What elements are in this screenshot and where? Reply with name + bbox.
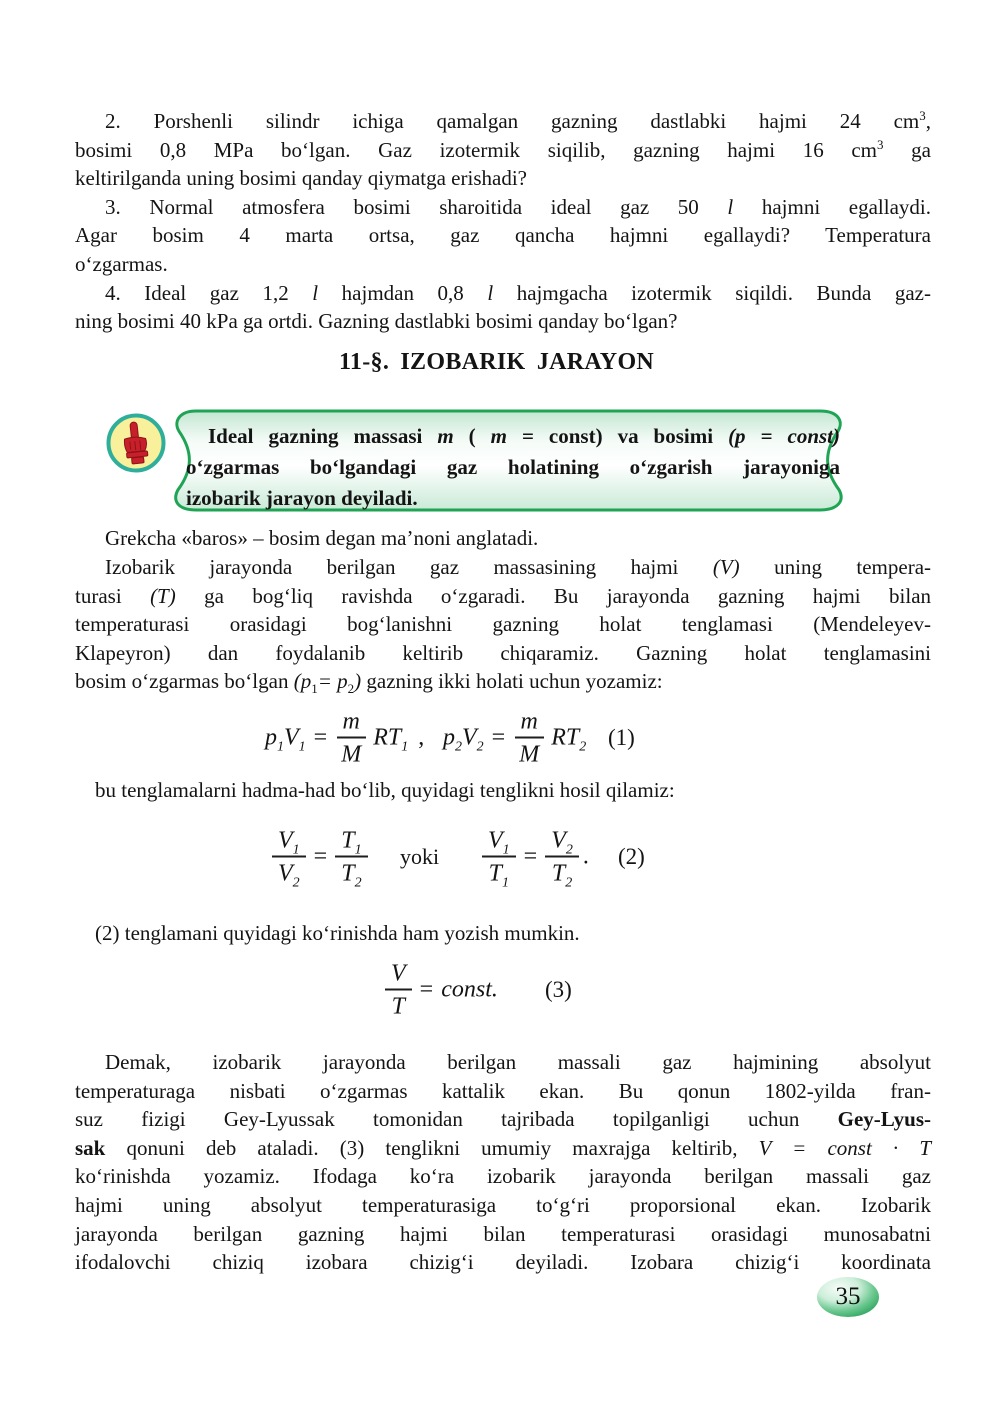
math-var: V xyxy=(551,827,566,854)
text-segment: bosimi 0,8 MPa bo‘lgan. Gaz izotermik siqilib, gazning hajmi 16 cm xyxy=(75,137,878,162)
equals-sign: = xyxy=(313,724,328,751)
fraction xyxy=(482,827,516,891)
text-segment: 4. Ideal gaz 1,2 xyxy=(105,280,313,305)
math-var: m xyxy=(515,710,544,739)
math-var: m xyxy=(337,710,366,739)
math-var: T xyxy=(391,993,406,1020)
text-line: bu tenglamalarni hadma-had bo‘lib, quyidagi tenglikni hosil qilamiz: xyxy=(95,778,675,802)
math-var: p xyxy=(443,724,455,751)
text-segment: ( xyxy=(453,424,491,448)
subscript: 2 xyxy=(565,875,573,891)
math-var: V xyxy=(462,724,477,751)
equation-2 xyxy=(75,814,931,900)
math-var: T xyxy=(341,860,355,887)
italic-T-symbol: (T) xyxy=(150,583,176,608)
text-segment: ga bog‘liq ravishda o‘zgaradi. Bu jarayonda gazning hajmi bilan xyxy=(175,583,932,608)
italic-paren: ) xyxy=(354,669,362,694)
text-segment: uning tempera- xyxy=(739,555,932,579)
subscript: 1 xyxy=(311,681,318,697)
problems-list xyxy=(75,107,931,336)
page-number-badge xyxy=(816,1276,880,1318)
italic-m-symbol: m xyxy=(490,424,507,448)
subscript: 2 xyxy=(347,681,355,697)
equation-number: (1) xyxy=(608,725,635,750)
text-line: Demak, izobarik jarayonda berilgan massali gaz hajmining absolyut xyxy=(105,1050,931,1074)
paragraph-gey-lyussak xyxy=(75,1048,931,1277)
math-var: T xyxy=(488,860,503,887)
italic-formula: V = const · T xyxy=(758,1135,931,1160)
text-line: ko‘rinishda yozamiz. Ifodaga ko‘ra izobarik jarayonda berilgan massali gaz xyxy=(75,1164,931,1189)
equation-1-term-2 xyxy=(443,710,586,767)
equation-2-form-1 xyxy=(272,827,368,891)
problem-4-line-1 xyxy=(75,279,931,308)
equation-2-form-2 xyxy=(482,827,589,891)
text-segment: hajmgacha izotermik siqildi. Bunda gaz- xyxy=(493,280,931,305)
italic-p-symbol: (p xyxy=(293,669,312,694)
math-var: RT xyxy=(551,724,580,751)
math-var: V xyxy=(284,724,299,751)
subscript: 1 xyxy=(401,739,409,755)
equals-sign: = xyxy=(419,976,434,1003)
italic-liter-symbol: l xyxy=(727,194,734,219)
hadma-note xyxy=(75,776,931,805)
problem-2-line-3: keltirilganda uning bosimi qanday qiymatga erishadi? xyxy=(75,166,527,191)
problem-4-line-2: ning bosimi 40 kPa ga ortdi. Gazning dastlabki bosimi qanday bo‘lgan? xyxy=(75,309,678,334)
definition-box xyxy=(168,409,862,512)
text-segment: = const) va bosimi xyxy=(506,424,729,448)
problem-2-line-1 xyxy=(75,107,931,136)
superscript: 3 xyxy=(877,136,884,152)
text-segment: ga xyxy=(883,137,931,162)
fraction xyxy=(385,962,412,1019)
section-heading: 11-§. IZOBARIK JARAYON xyxy=(338,349,655,375)
text-line xyxy=(75,1105,931,1134)
comma: , xyxy=(418,724,425,751)
text-segment: Ideal gazning massasi xyxy=(208,424,438,448)
equation-number: (3) xyxy=(545,977,572,1002)
equals-sign: = xyxy=(313,843,328,870)
equals-sign: = xyxy=(491,724,506,751)
subscript: 2 xyxy=(354,875,362,891)
math-var: M xyxy=(341,741,362,768)
text-segment: qonuni deb ataladi. (3) tenglikni umumiy maxrajga keltirib, xyxy=(105,1135,759,1160)
text-segment: 2. Porshenli silindr ichiga qamalgan gazning dastlabki hajmi 24 cm xyxy=(105,109,920,133)
text-line: Grekcha «baros» – bosim degan ma’noni anglatadi. xyxy=(105,526,539,550)
math-var: V xyxy=(278,827,293,854)
text-line: ifodalovchi chiziq izobara chizig‘i deyiladi. Izobara chizig‘i koordinata xyxy=(75,1250,931,1275)
italic-liter-symbol: l xyxy=(312,280,319,305)
subscript: 2 xyxy=(455,739,462,755)
fraction xyxy=(545,827,579,891)
equation-number: (2) xyxy=(618,844,645,869)
text-line: hajmi uning absolyut temperaturasiga to‘g‘ri proporsional ekan. Izobarik xyxy=(75,1192,931,1217)
fraction xyxy=(272,827,306,891)
italic-p-const: (p = const) xyxy=(728,424,840,448)
equation-1-term-1 xyxy=(265,710,424,767)
fraction xyxy=(335,827,367,891)
math-var: V xyxy=(385,962,412,991)
period: . xyxy=(582,843,589,870)
bold-term: Gey-Lyus- xyxy=(837,1107,931,1132)
definition-text xyxy=(168,409,862,514)
const-word: const. xyxy=(441,976,498,1003)
math-var: p xyxy=(265,724,277,751)
text-segment: bosim o‘zgarmas bo‘lgan xyxy=(75,669,294,694)
text-segment: hajmni egallaydi. xyxy=(733,194,931,219)
subscript: 2 xyxy=(292,875,300,891)
bold-term: sak xyxy=(75,1135,106,1160)
text-segment: , xyxy=(925,109,931,133)
yoki-word: yoki xyxy=(400,844,440,869)
page-number: 35 xyxy=(835,1283,861,1310)
pointing-hand-icon xyxy=(106,413,166,473)
math-var: M xyxy=(519,741,540,768)
superscript: 3 xyxy=(919,108,926,123)
text-segment: turasi xyxy=(75,583,151,608)
text-line: Klapeyron) dan foydalanib keltirib chiqaramiz. Gazning holat tenglamasini xyxy=(75,640,931,665)
math-var: V xyxy=(488,827,503,854)
definition-line-3: izobarik jarayon deyiladi. xyxy=(186,486,418,510)
equation-3-term xyxy=(385,962,498,1019)
math-var: T xyxy=(551,860,566,887)
text-line xyxy=(75,553,931,582)
equals-sign: = xyxy=(523,843,538,870)
text-line: jarayonda berilgan gazning hajmi bilan temperaturasi orasidagi munosabatni xyxy=(75,1221,931,1246)
italic-liter-symbol: l xyxy=(487,280,494,305)
subscript: 1 xyxy=(354,842,362,858)
text-line: temperaturasi orasidagi bog‘lanishni gazning holat tenglamasi (Mendeleyev- xyxy=(75,612,931,637)
problem-3-line-1 xyxy=(75,193,931,222)
equation-1 xyxy=(75,706,931,770)
text-segment: gazning ikki holati uchun yozamiz: xyxy=(361,669,663,694)
definition-line-2: o‘zgarmas bo‘lgandagi gaz holatining o‘zgarish jarayoniga xyxy=(186,455,840,479)
subscript: 1 xyxy=(277,739,284,755)
text-line: (2) tenglamani quyidagi ko‘rinishda ham yozish mumkin. xyxy=(95,921,580,945)
text-segment: hajmdan 0,8 xyxy=(318,280,488,305)
paragraph-izobarik xyxy=(75,553,931,696)
italic-V-symbol: (V) xyxy=(712,555,740,579)
italic-m-symbol: m xyxy=(437,424,454,448)
italic-p-symbol: = p xyxy=(317,669,348,694)
subscript: 1 xyxy=(502,842,510,858)
problem-3-line-3: o‘zgarmas. xyxy=(75,251,168,276)
definition-line-1 xyxy=(186,421,840,452)
text-line xyxy=(75,582,931,611)
math-var: T xyxy=(341,827,355,854)
mumkin-note xyxy=(75,919,931,948)
subscript: 2 xyxy=(476,739,484,755)
subscript: 2 xyxy=(579,739,587,755)
text-segment: 3. Normal atmosfera bosimi sharoitida ideal gaz 50 xyxy=(105,194,728,219)
fraction xyxy=(335,710,367,767)
subscript: 1 xyxy=(502,875,510,891)
problem-3-line-2: Agar bosim 4 marta ortsa, gaz qancha hajmni egallaydi? Temperatura xyxy=(75,223,931,248)
math-var: V xyxy=(278,860,293,887)
fraction xyxy=(513,710,545,767)
text-segment: Izobarik jarayonda berilgan gaz massasining hajmi xyxy=(105,555,713,579)
text-line: temperaturaga nisbati o‘zgarmas kattalik ekan. Bu qonun 1802-yilda fran- xyxy=(75,1078,931,1103)
subscript: 1 xyxy=(292,842,300,858)
text-line xyxy=(75,667,931,696)
problem-2-line-2 xyxy=(75,136,931,165)
text-line xyxy=(75,1134,931,1163)
text-segment: suz fizigi Gey-Lyussak tomonidan tajribada topilganligi uchun xyxy=(75,1107,838,1132)
subscript: 2 xyxy=(565,842,573,858)
grekcha-note xyxy=(75,524,931,553)
subscript: 1 xyxy=(298,739,306,755)
equation-3 xyxy=(75,954,931,1026)
math-var: RT xyxy=(373,724,402,751)
